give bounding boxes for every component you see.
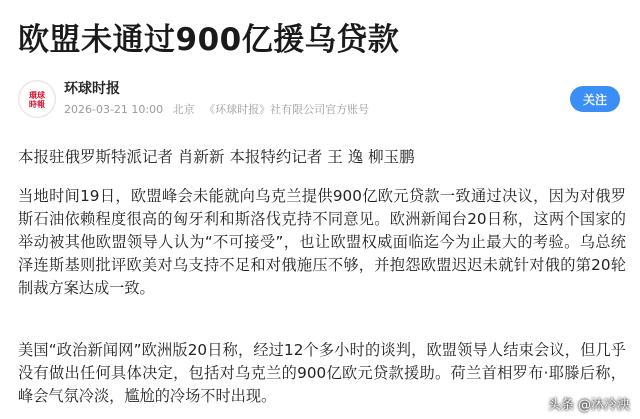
article-byline: 本报驻俄罗斯特派记者 肖新新 本报特约记者 王 逸 柳玉鹏: [18, 148, 415, 166]
article-meta: [64, 101, 375, 117]
publish-location: 北京: [172, 103, 195, 116]
svg-text:環球: 環球: [29, 91, 45, 100]
publish-date: 2026-03-21 10:00: [64, 103, 164, 116]
svg-text:時報: 時報: [29, 100, 45, 109]
source-name[interactable]: 环球时报: [64, 81, 120, 97]
source-account: 《环球时报》社有限公司官方账号: [204, 103, 370, 116]
watermark: 头条 @沐冷泱: [547, 398, 630, 413]
follow-button[interactable]: 关注: [570, 86, 620, 112]
article-paragraph: 当地时间19日，欧盟峰会未能就向乌克兰提供900亿欧元贷款一致通过决议，因为对俄罗斯石油依赖程度很高的匈牙利和斯洛伐克持不同意见。欧洲新闻台20日称，这两个国家的举动被其他欧盟领导人认为“不可接受”，也让欧盟权威面临迄今为止最大的考验。乌总统泽连斯基则批评欧美对乌支持不足和对俄施压不够，并抱怨欧盟迟迟未就针对俄的第20轮制裁方案达成一致。: [18, 187, 626, 297]
huanqiu-logo-icon[interactable]: [18, 80, 56, 118]
article-title: 欧盟未通过900亿援乌贷款: [18, 22, 400, 58]
article-paragraph: 美国“政治新闻网”欧洲版20日称，经过12个多小时的谈判，欧盟领导人结束会议，但几乎没有做出任何具体决定，包括对乌克兰的900亿欧元贷款援助。荷兰首相罗布·耶滕后称，峰会气氛冷淡，尴尬的冷场不时出现。: [18, 341, 626, 405]
author-bar: [18, 78, 622, 120]
